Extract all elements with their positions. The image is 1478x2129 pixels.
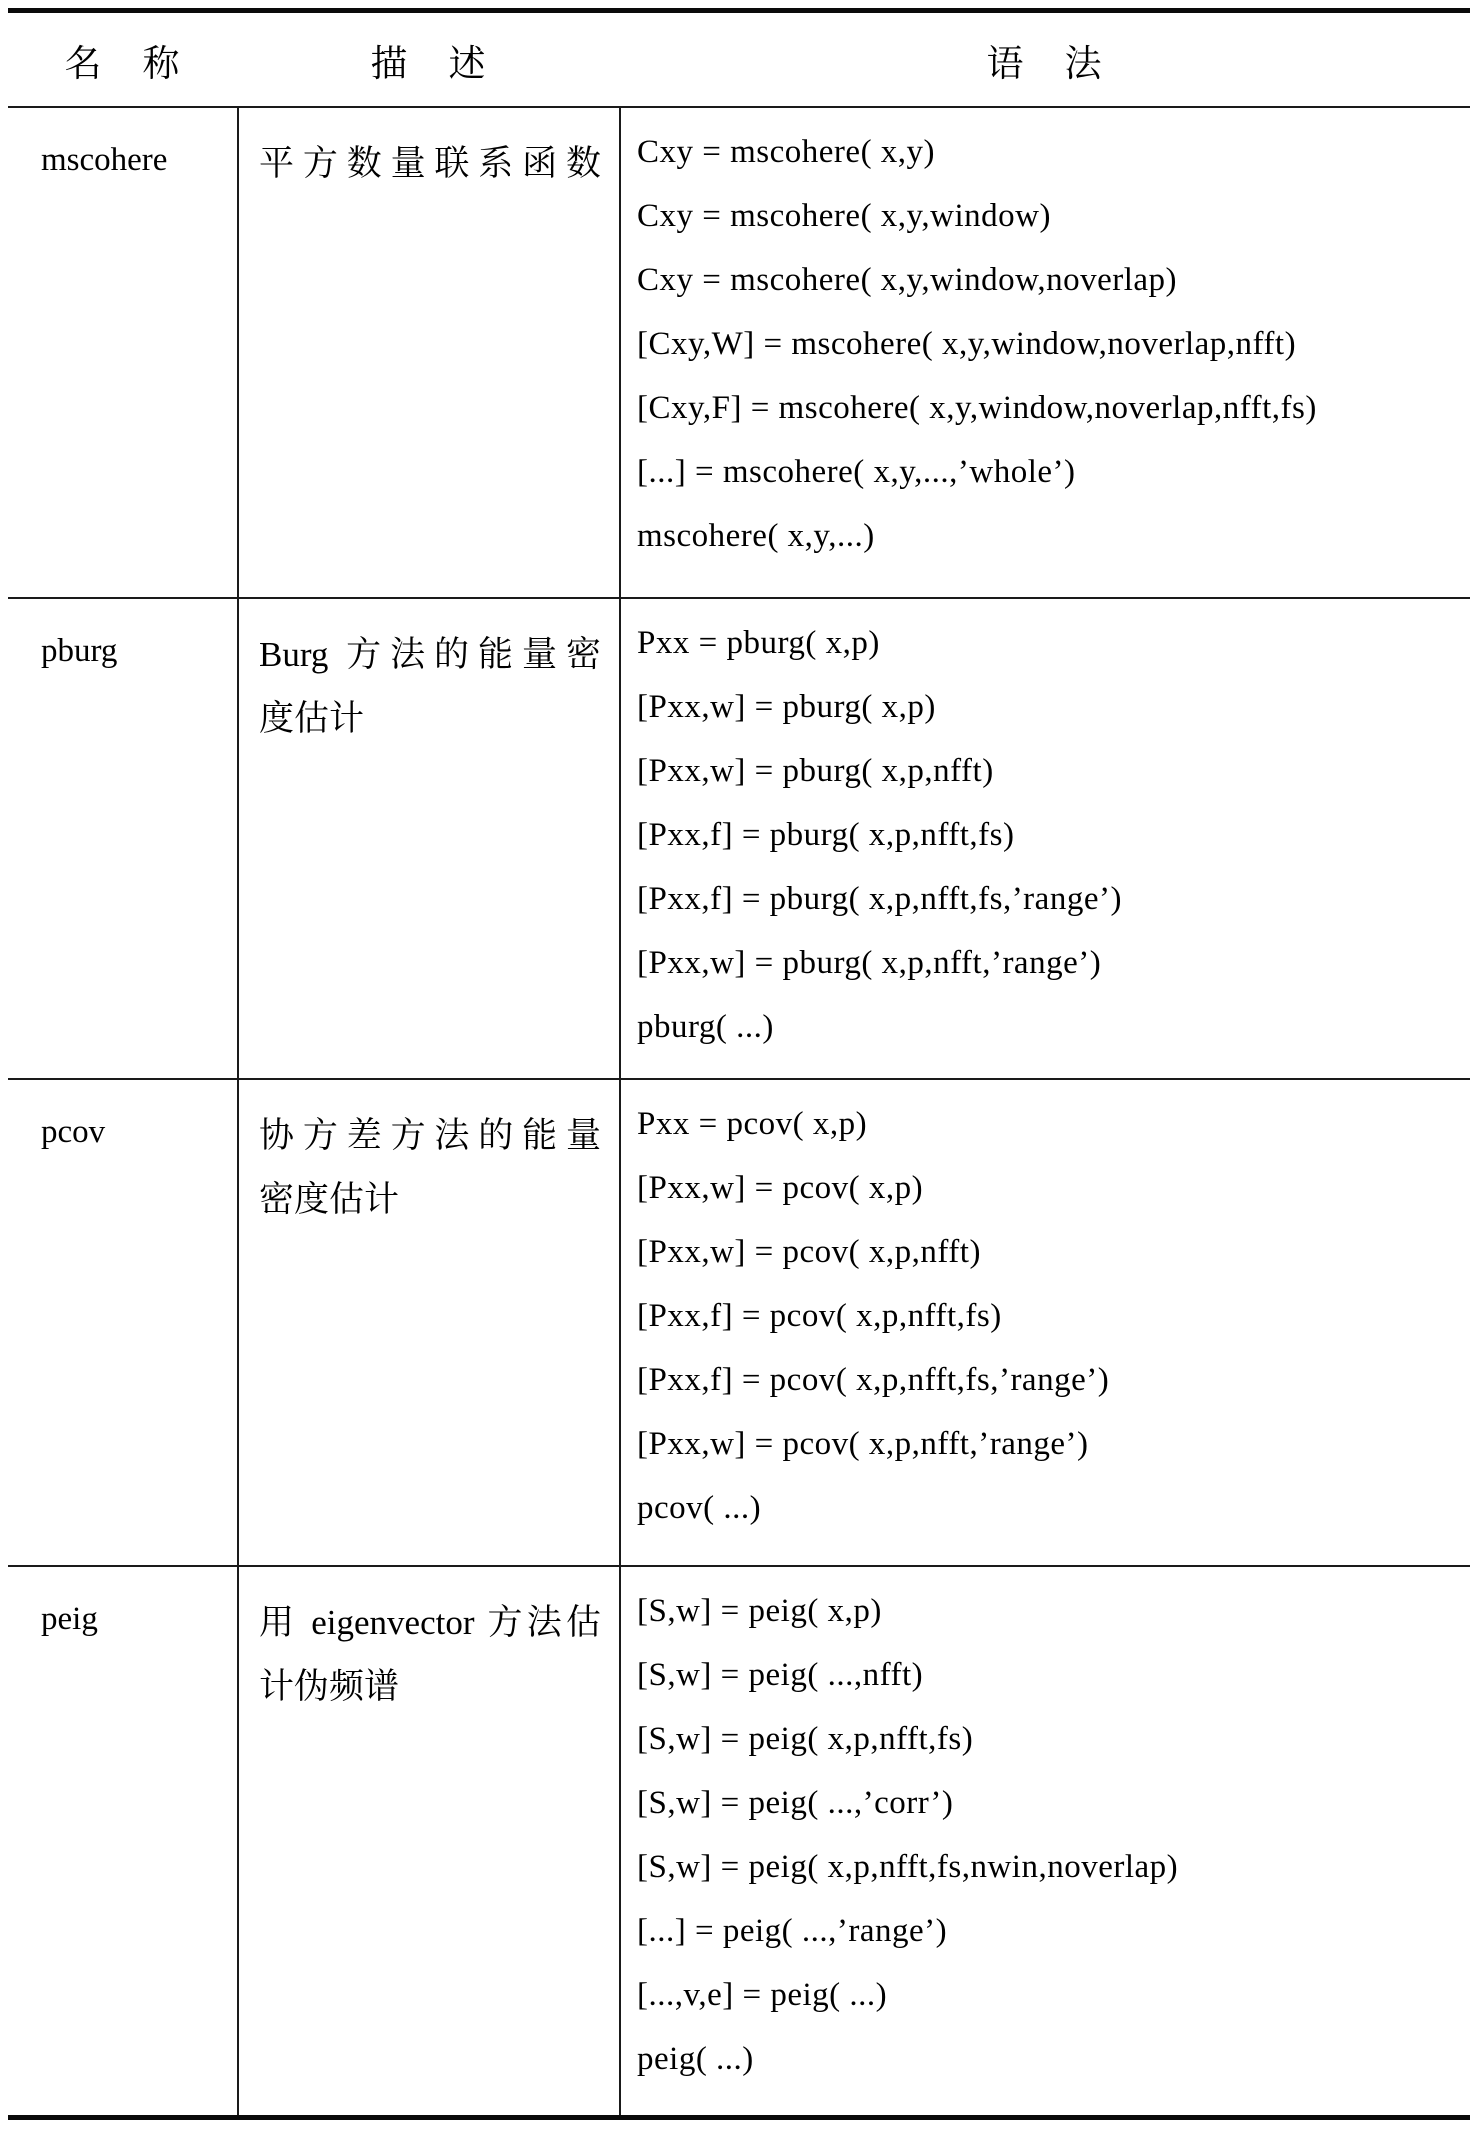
syntax-line: [S,w] = peig( x,p) — [637, 1593, 882, 1629]
syntax-line: Cxy = mscohere( x,y) — [637, 134, 936, 170]
syntax-line: [Pxx,w] = pburg( x,p,nfft,’range’) — [637, 945, 1102, 981]
function-reference-table — [8, 8, 1470, 2120]
description-line: 度估计 — [259, 699, 365, 738]
description-line: 平方数量联系函数 — [259, 144, 601, 183]
syntax-line: [...] = peig( ...,’range’) — [637, 1913, 948, 1949]
description-line: 用 eigenvector 方法估 — [259, 1603, 601, 1642]
syntax-line: pburg( ...) — [637, 1009, 774, 1045]
description-line: 密度估计 — [259, 1180, 400, 1219]
syntax-line: [S,w] = peig( x,p,nfft,fs) — [637, 1721, 974, 1757]
syntax-line: peig( ...) — [637, 2041, 754, 2077]
column-header-name: 名 称 — [8, 11, 238, 108]
syntax-line: [Pxx,f] = pcov( x,p,nfft,fs) — [637, 1298, 1002, 1334]
function-syntax-list — [620, 107, 1470, 598]
syntax-line: [Cxy,W] = mscohere( x,y,window,noverlap,nfft) — [637, 326, 1297, 362]
function-description — [238, 1566, 620, 2117]
syntax-line: [Pxx,f] = pburg( x,p,nfft,fs) — [637, 817, 1015, 853]
syntax-line: [Cxy,F] = mscohere( x,y,window,noverlap,nfft,fs) — [637, 390, 1317, 426]
function-syntax-list — [620, 1079, 1470, 1566]
syntax-line: [Pxx,w] = pcov( x,p) — [637, 1170, 924, 1206]
function-name: peig — [8, 1566, 238, 2117]
description-line: 协方差方法的能量 — [259, 1116, 601, 1155]
syntax-line: [Pxx,w] = pburg( x,p) — [637, 689, 936, 725]
function-syntax-list — [620, 598, 1470, 1079]
column-header-syntax: 语 法 — [620, 11, 1470, 108]
syntax-line: Pxx = pcov( x,p) — [637, 1106, 868, 1142]
syntax-line: [...] = mscohere( x,y,...,’whole’) — [637, 454, 1076, 490]
syntax-line: [Pxx,f] = pburg( x,p,nfft,fs,’range’) — [637, 881, 1122, 917]
syntax-line: Pxx = pburg( x,p) — [637, 625, 880, 661]
table-row-pcov — [8, 1079, 1470, 1566]
table-row-mscohere — [8, 107, 1470, 598]
syntax-line: [Pxx,w] = pcov( x,p,nfft) — [637, 1234, 981, 1270]
syntax-line: [Pxx,w] = pburg( x,p,nfft) — [637, 753, 994, 789]
table-row-peig — [8, 1566, 1470, 2117]
table-row-pburg — [8, 598, 1470, 1079]
syntax-line: [S,w] = peig( x,p,nfft,fs,nwin,noverlap) — [637, 1849, 1179, 1885]
function-name: mscohere — [41, 142, 168, 178]
function-description — [238, 598, 620, 1079]
syntax-line: Cxy = mscohere( x,y,window,noverlap) — [637, 262, 1178, 298]
column-header-description: 描 述 — [238, 11, 620, 108]
syntax-line: [Pxx,f] = pcov( x,p,nfft,fs,’range’) — [637, 1362, 1110, 1398]
syntax-line: [Pxx,w] = pcov( x,p,nfft,’range’) — [637, 1426, 1089, 1462]
syntax-line: [S,w] = peig( ...,’corr’) — [637, 1785, 954, 1821]
function-name: pburg — [8, 598, 238, 1079]
description-line: Burg 方法的能量密 — [259, 635, 601, 674]
description-line: 计伪频谱 — [259, 1667, 400, 1706]
syntax-line: Cxy = mscohere( x,y,window) — [637, 198, 1051, 234]
syntax-line: [...,v,e] = peig( ...) — [637, 1977, 888, 2013]
table-header-row — [8, 11, 1470, 108]
syntax-line: mscohere( x,y,...) — [637, 518, 875, 554]
function-description — [238, 1079, 620, 1566]
syntax-line: pcov( ...) — [637, 1490, 762, 1526]
function-syntax-list — [620, 1566, 1470, 2117]
syntax-line: [S,w] = peig( ...,nfft) — [637, 1657, 924, 1693]
function-description — [238, 107, 620, 598]
function-name: pcov — [8, 1079, 238, 1566]
